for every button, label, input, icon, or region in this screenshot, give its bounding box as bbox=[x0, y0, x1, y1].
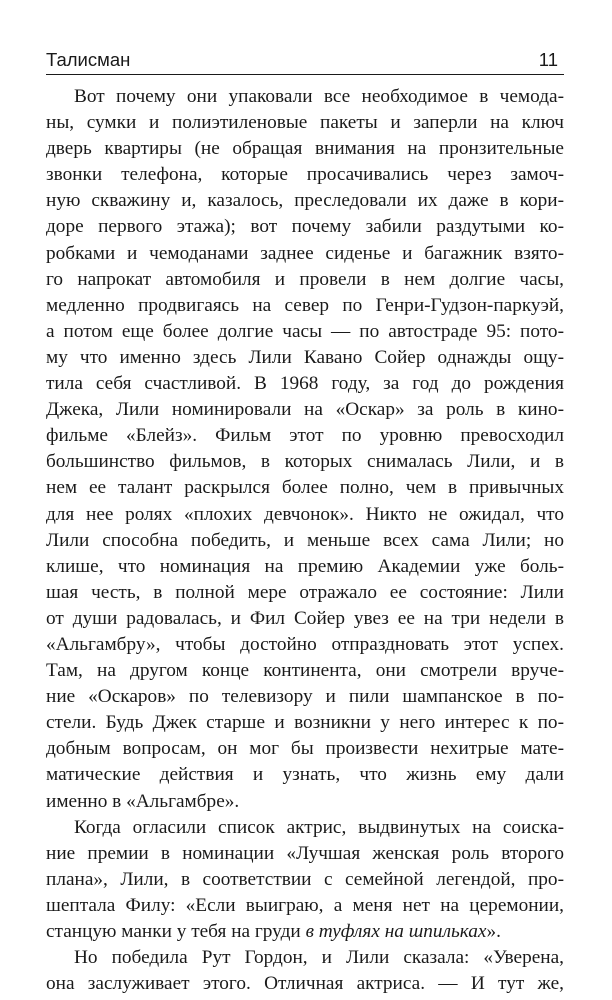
text-line: она заслуживает этого. Отличная актриса. — И тут же, bbox=[46, 973, 564, 995]
text-line: шептала Филу: «Если выиграю, а меня нет на церемонии, bbox=[46, 894, 564, 916]
text-line: му что именно здесь Лили Кавано Сойер однажды ощу- bbox=[46, 346, 564, 368]
paragraph-3 bbox=[46, 945, 564, 997]
text-line: Но победила Рут Гордон, и Лили сказала: «Уверена, bbox=[74, 947, 564, 969]
text-line: ную скважину и, казалось, преследовали их даже в кори- bbox=[46, 190, 564, 212]
text-line: го напрокат автомобиля и провели в нем долгие часы, bbox=[46, 268, 564, 290]
text-line: доре первого этажа); вот почему забили раздутыми ко- bbox=[46, 216, 564, 238]
text-line: добным вопросам, он мог бы произвести нехитрые мате- bbox=[46, 738, 564, 760]
text-run: ». bbox=[486, 921, 501, 942]
text-line: от души радовалась, и Фил Сойер увез ее на три недели в bbox=[46, 607, 564, 629]
text-line: фильме «Блейз». Фильм этот по уровню превосходил bbox=[46, 425, 564, 447]
text-run: станцую манки у тебя на груди bbox=[46, 921, 306, 942]
text-line: а потом еще более долгие часы — по автостраде 95: пото- bbox=[46, 320, 564, 342]
text-line: робками и чемоданами заднее сиденье и багажник взято- bbox=[46, 242, 564, 264]
body-text bbox=[46, 84, 564, 997]
text-line: именно в «Альгамбре». bbox=[46, 790, 240, 812]
running-title: Талисман bbox=[46, 49, 131, 70]
text-line: матические действия и узнать, что жизнь ему дали bbox=[46, 764, 564, 786]
page-number: 11 bbox=[538, 49, 558, 70]
text-line: большинство фильмов, в которых снималась Лили, и в bbox=[46, 451, 564, 473]
text-line: нем ее талант раскрылся более полно, чем в привычных bbox=[46, 477, 564, 499]
italic-text: в туфлях на шпильках bbox=[305, 921, 487, 942]
text-line: медленно продвигаясь на север по Генри-Гудзон-паркуэй, bbox=[46, 294, 564, 316]
paragraph-1 bbox=[46, 84, 564, 815]
text-line: стели. Будь Джек старше и возникни у него интерес к по- bbox=[46, 712, 564, 734]
text-line: Когда огласили список актрис, выдвинутых на соиска- bbox=[74, 816, 564, 838]
text-line: «Альгамбру», чтобы достойно отпраздновать этот успех. bbox=[46, 633, 564, 655]
text-line bbox=[46, 919, 564, 945]
text-line: клише, что номинация на премию Академии уже боль- bbox=[46, 555, 564, 577]
text-line: Там, на другом конце континента, они смотрели вруче- bbox=[46, 660, 564, 682]
text-line: дверь квартиры (не обращая внимания на пронзительные bbox=[46, 138, 564, 160]
text-line: звонки телефона, которые просачивались через замоч- bbox=[46, 164, 564, 186]
text-line: ние «Оскаров» по телевизору и пили шампанское в по- bbox=[46, 686, 564, 708]
running-header bbox=[46, 44, 564, 75]
text-line: шая честь, в полной мере отражало ее состояние: Лили bbox=[46, 581, 564, 603]
paragraph-2 bbox=[46, 815, 564, 945]
text-line: ны, сумки и полиэтиленовые пакеты и заперли на ключ bbox=[46, 112, 564, 134]
text-line: плана», Лили, в соответствии с семейной легендой, про- bbox=[46, 868, 564, 890]
text-line: Вот почему они упаковали все необходимое в чемода- bbox=[74, 86, 564, 107]
text-line: тила себя счастливой. В 1968 году, за год до рождения bbox=[46, 373, 564, 395]
text-line: ние премии в номинации «Лучшая женская роль второго bbox=[46, 842, 564, 864]
text-line: Лили способна победить, и меньше всех сама Лили; но bbox=[46, 529, 564, 551]
text-line: Джека, Лили номинировали на «Оскар» за роль в кино- bbox=[46, 399, 564, 421]
text-line: для нее ролях «плохих девчонок». Никто не ожидал, что bbox=[46, 503, 564, 525]
